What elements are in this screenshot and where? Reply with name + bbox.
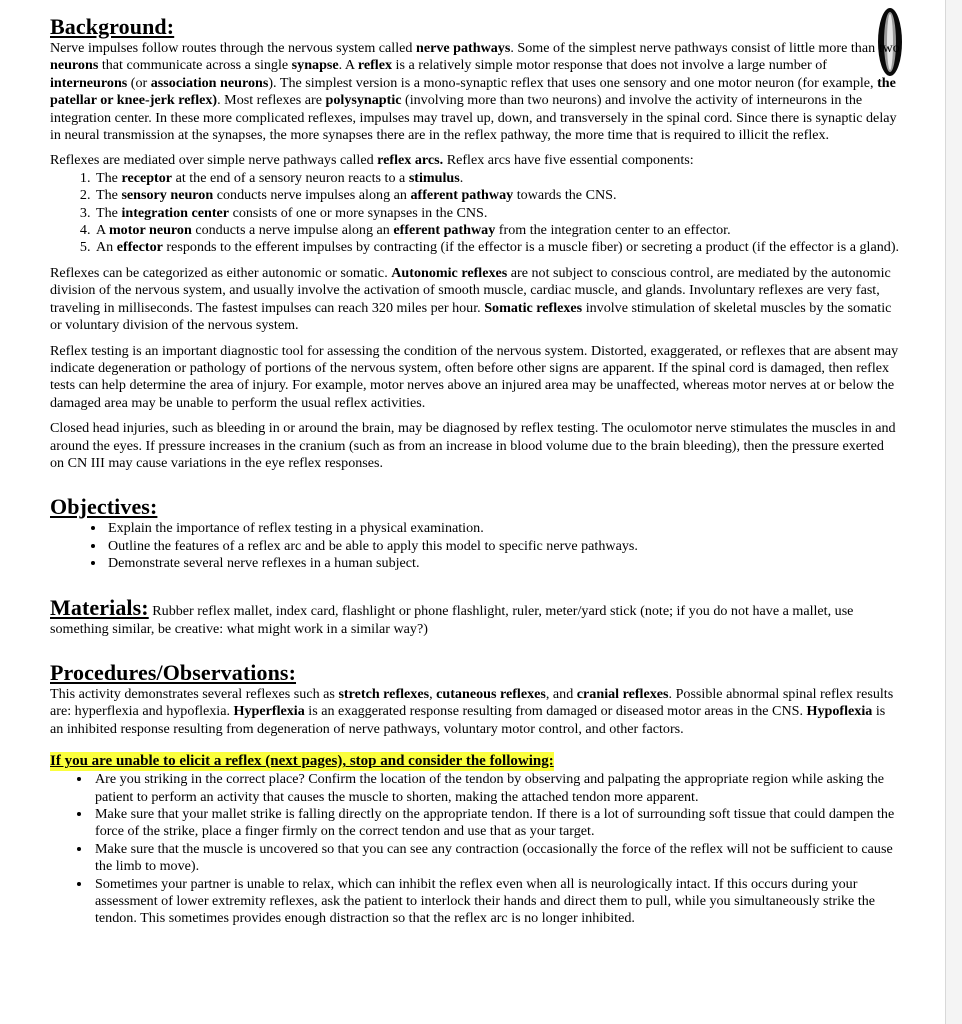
- tips-list: [50, 771, 900, 928]
- text-run: This activity demonstrates several reflexes such as: [50, 685, 339, 702]
- text-run: (involving more than two neurons) and involve the activity of interneurons in the integration center. In these more complicated reflexes, impulses may travel up, down, and transversely in the spinal cord. Since there is synaptic delay in neural transmission at the synapses, the more synapses there are in the reflex pathway, the more time that is required to illicit the reflex.: [50, 92, 897, 144]
- term-reflex-arcs: reflex arcs.: [377, 152, 444, 169]
- term-synapse: synapse: [291, 57, 339, 74]
- objectives-heading: Objectives:: [50, 494, 158, 520]
- term: motor neuron: [108, 222, 192, 239]
- text-run: The: [96, 187, 122, 204]
- background-heading: Background:: [50, 14, 175, 39]
- procedures-heading: Procedures/Observations:: [50, 659, 297, 685]
- text-run: at the end of a sensory neuron reacts to a: [172, 169, 409, 186]
- term-autonomic-reflexes: Autonomic reflexes: [391, 264, 508, 281]
- text-run: . A: [338, 57, 358, 74]
- text-run: from the integration center to an effector.: [495, 222, 731, 239]
- text-run: is an inhibited response resulting from degeneration of nerve pathways, voluntary motor control, and other factors.: [50, 703, 886, 737]
- term: integration center: [121, 204, 230, 221]
- background-paragraph-3: [50, 265, 900, 335]
- term: receptor: [121, 169, 173, 186]
- tips-heading: If you are unable to elicit a reflex (next pages), stop and consider the following:: [50, 753, 554, 770]
- text-run: are not subject to conscious control, are mediated by the autonomic division of the nervous system, and usually involve the activation of smooth muscle, cardiac muscle, and glands. Involuntary reflexes are very fast, traveling in milliseconds. The fastest impulses can reach 320 miles per hour.: [50, 264, 891, 316]
- document-content: [50, 14, 900, 928]
- list-item: • Outline the features of a reflex arc and be able to apply this model to specific nerve pathways.: [106, 538, 900, 555]
- procedures-section: [50, 660, 900, 928]
- text-run: A: [96, 222, 109, 239]
- text-run: conducts a nerve impulse along an: [191, 222, 394, 239]
- background-paragraph-1: [50, 40, 900, 144]
- term: sensory neuron: [121, 187, 214, 204]
- background-paragraph-2: [50, 152, 900, 169]
- text-run: Reflexes can be categorized as either autonomic or somatic.: [50, 264, 392, 281]
- term: afferent pathway: [410, 187, 514, 204]
- text-run: Reflex arcs have five essential components:: [443, 152, 694, 169]
- procedures-paragraph: [50, 686, 900, 738]
- term-patellar-reflex: the patellar or knee-jerk reflex): [50, 74, 896, 109]
- materials-section: [50, 595, 900, 638]
- materials-heading: Materials:: [50, 594, 149, 620]
- list-item: [94, 239, 900, 256]
- text-run: An: [96, 239, 117, 256]
- background-paragraph-5: Closed head injuries, such as bleeding in or around the brain, may be diagnosed by reflex testing. The oculomotor nerve stimulates the muscles in and around the eyes. If pressure increases in the cranium (such as from an increase in blood volume due to the brain bleeding), then the pressure exerted on CN III may cause variations in the eye reflex responses.: [50, 420, 896, 471]
- text-run: consists of one or more synapses in the CNS.: [229, 204, 488, 221]
- text-run: Nerve impulses follow routes through the nervous system called: [50, 40, 416, 56]
- term-hyperflexia: Hyperflexia: [233, 703, 305, 720]
- term-reflex: reflex: [357, 57, 393, 74]
- term-hypoflexia: Hypoflexia: [806, 703, 873, 720]
- list-item: [94, 205, 900, 222]
- term-nerve-pathways: nerve pathways: [415, 40, 511, 56]
- text-run: The: [96, 204, 122, 221]
- list-item: [94, 170, 900, 187]
- text-run: . Most reflexes are: [217, 92, 326, 109]
- list-item: • Explain the importance of reflex testing in a physical examination.: [106, 520, 900, 537]
- term-somatic-reflexes: Somatic reflexes: [484, 299, 583, 316]
- list-item: [94, 187, 900, 204]
- text-run: The: [96, 169, 122, 186]
- text-run: . Possible abnormal spinal reflex results are: hyperflexia and hypoflexia.: [50, 685, 894, 720]
- term-interneurons: interneurons: [50, 74, 128, 91]
- list-item: • Sometimes your partner is unable to relax, which can inhibit the reflex even when all is neurologically intact. If this occurs during your assessment of lower extremity reflexes, ask the patient to interlock their hands and direct them to pull, while you simultaneously strike the tendon. This sometimes provides enough distraction so that the reflex arc is no longer inhibited.: [92, 876, 900, 928]
- list-item: • Make sure that your mallet strike is falling directly on the appropriate tendon. If there is a lot of surrounding soft tissue that could dampen the force of the strike, place a finger firmly on the correct tendon and use that as your target.: [92, 806, 900, 841]
- text-run: that communicate across a single: [98, 57, 292, 74]
- text-run: .: [459, 169, 464, 186]
- text-run: responds to the efferent impulses by contracting (if the effector is a muscle fiber) or secreting a product (if the effector is a gland).: [162, 239, 900, 256]
- term-stretch-reflexes: stretch reflexes: [338, 685, 430, 702]
- list-item: [94, 222, 900, 239]
- tips-heading-wrap: [50, 738, 900, 771]
- objectives-section: [50, 494, 900, 572]
- background-section: [50, 14, 900, 472]
- list-item: • Are you striking in the correct place? Confirm the location of the tendon by observing and palpating the appropriate region while asking the patient to perform an activity that causes the muscle to shorten, making the attached tendon more apparent.: [92, 771, 900, 806]
- text-run: involve stimulation of skeletal muscles by the somatic or voluntary division of the nervous system.: [50, 299, 892, 334]
- text-run: is an exaggerated response resulting from damaged or diseased motor areas in the CNS.: [304, 703, 807, 720]
- reflex-arc-components-list: [50, 170, 900, 257]
- list-item: • Make sure that the muscle is uncovered so that you can see any contraction (occasionally the force of the reflex will not be sufficient to cause the limb to move).: [92, 841, 900, 876]
- text-run: , and: [545, 685, 577, 702]
- text-run: conducts nerve impulses along an: [213, 187, 411, 204]
- text-run: towards the CNS.: [513, 187, 617, 204]
- term: efferent pathway: [393, 222, 496, 239]
- term: stimulus: [408, 169, 460, 186]
- term-cutaneous-reflexes: cutaneous reflexes: [436, 685, 546, 702]
- list-item: • Demonstrate several nerve reflexes in a human subject.: [106, 555, 900, 572]
- objectives-list: [50, 520, 900, 572]
- text-run: . Some of the simplest nerve pathways consist of little more than two: [510, 40, 900, 56]
- text-run: (or: [127, 74, 151, 91]
- term-cranial-reflexes: cranial reflexes: [576, 685, 669, 702]
- term-polysynaptic: polysynaptic: [325, 92, 402, 109]
- term-association-neurons: association neurons: [150, 74, 269, 91]
- scrollbar-track[interactable]: [946, 0, 962, 1024]
- background-paragraph-4: Reflex testing is an important diagnostic tool for assessing the condition of the nervous system. Distorted, exaggerated, or reflexes that are absent may indicate degeneration or pathology of portions of the nervous system, often before other signs are apparent. If the spinal cord is damaged, then reflex tests can help determine the area of injury. For example, motor nerves above an injured area may be unaffected, whereas motor nerves at or below the damaged area may be unable to perform the usual reflex activities.: [50, 342, 899, 411]
- text-run: is a relatively simple motor response that does not involve a large number of: [392, 57, 828, 74]
- text-run: ,: [429, 685, 437, 702]
- text-run: ). The simplest version is a mono-synaptic reflex that uses one sensory and one motor neuron (for example,: [268, 74, 878, 91]
- materials-text: Rubber reflex mallet, index card, flashlight or phone flashlight, ruler, meter/yard stick (note; if you do not have a mallet, use something similar, be creative: what might work in a similar way?): [50, 602, 854, 637]
- term-neurons: neurons: [50, 57, 99, 74]
- text-run: Reflexes are mediated over simple nerve pathways called: [50, 152, 378, 169]
- term: effector: [116, 239, 163, 256]
